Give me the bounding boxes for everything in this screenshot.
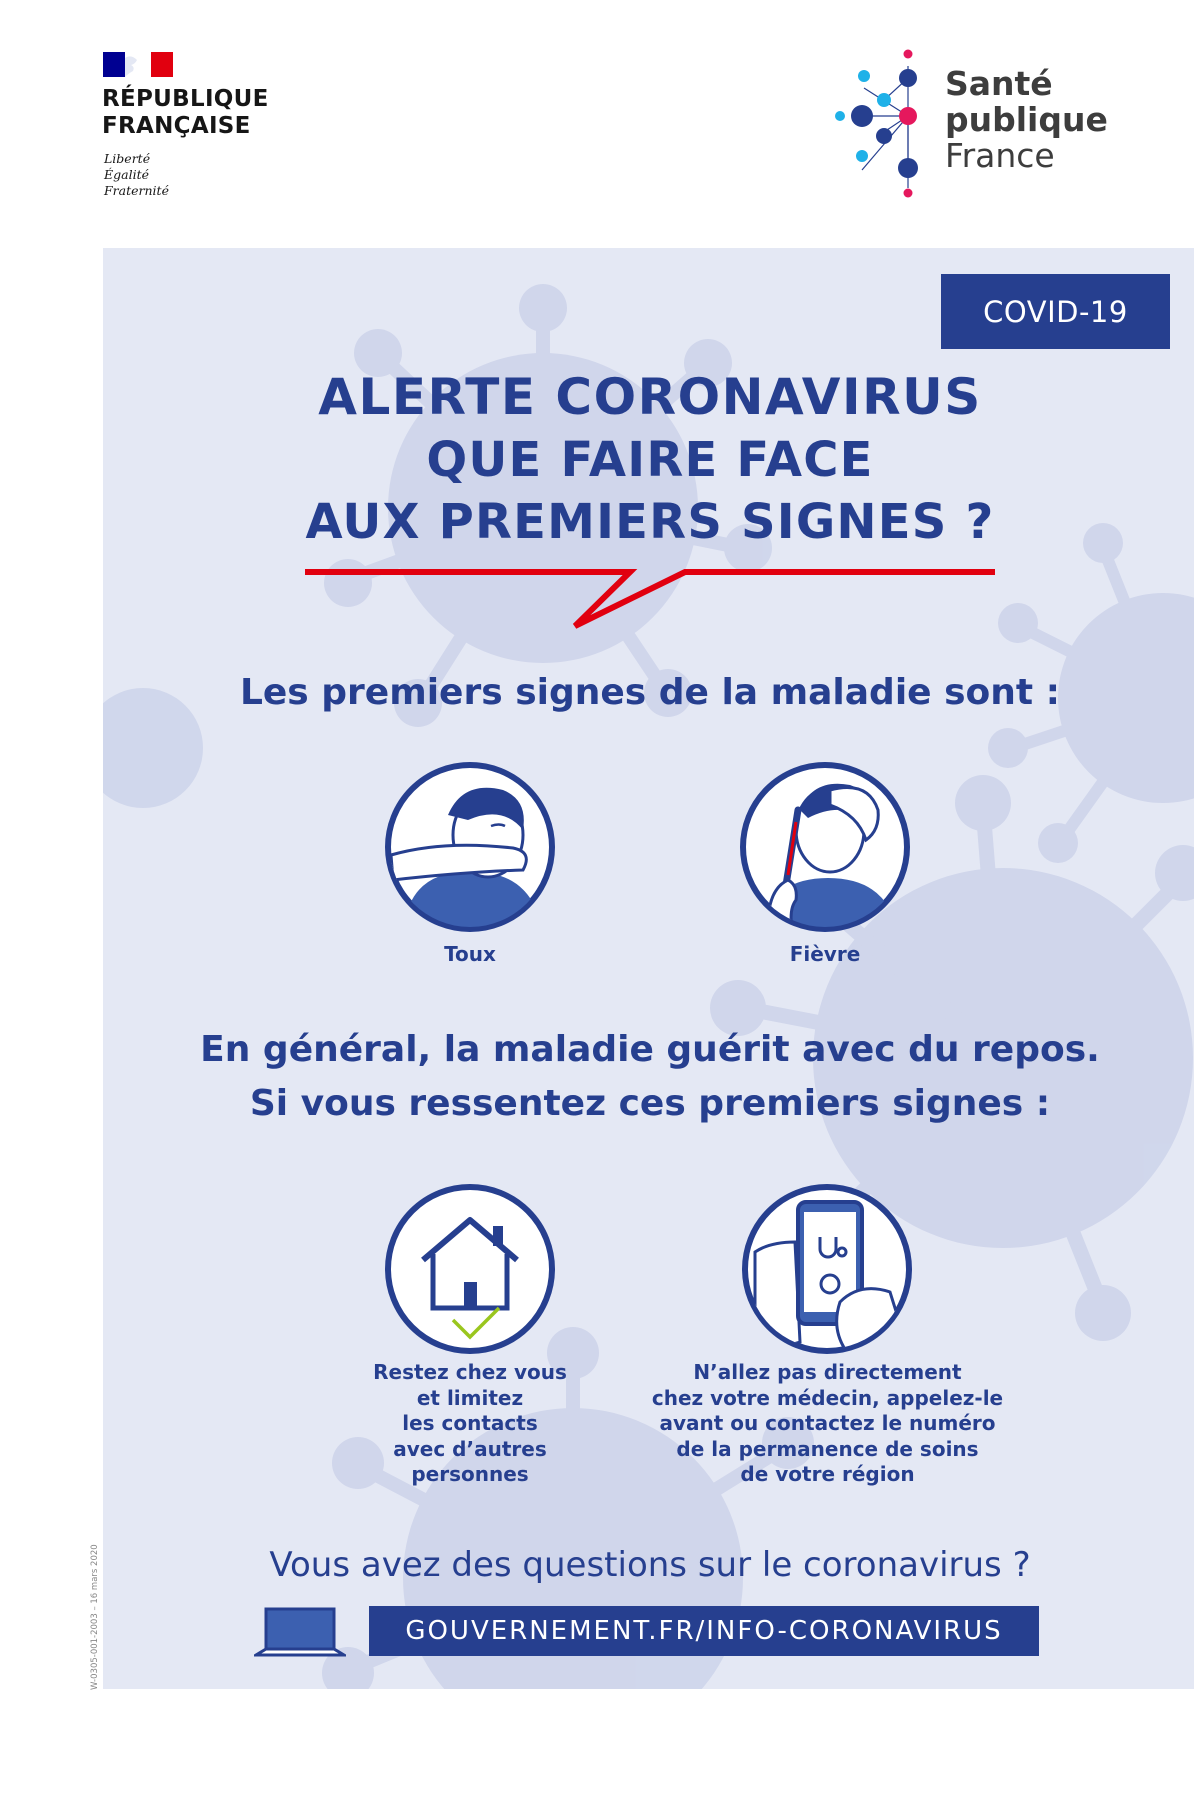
speech-bubble-underline-icon xyxy=(300,556,1000,636)
sante-publique-france-name: Santé publique France xyxy=(945,64,1108,175)
republique-motto: Liberté Égalité Fraternité xyxy=(104,151,169,198)
stay-home-caption: Restez chez vous et limitez les contacts avec d’autres personnes xyxy=(373,1360,567,1486)
cough-caption: Toux xyxy=(444,942,496,966)
call-doctor-caption: N’allez pas directement chez votre médecin, appelez-le avant ou contactez le numéro de la permanence de soins de votre région xyxy=(651,1360,1004,1486)
cough-icon xyxy=(383,760,557,934)
title-line-1: ALERTE CORONAVIRUS xyxy=(318,368,982,426)
reference-code: W-0305-001-2003 – 16 mars 2020 xyxy=(90,1544,100,1690)
republique-francaise-flag-icon xyxy=(103,52,173,77)
covid-19-badge: COVID-19 xyxy=(941,274,1170,349)
title-line-2: QUE FAIRE FACE xyxy=(426,432,874,488)
title-line-3: AUX PREMIERS SIGNES ? xyxy=(305,494,995,550)
fever-caption: Fièvre xyxy=(789,942,861,966)
house-icon xyxy=(383,1182,557,1356)
laptop-icon xyxy=(254,1607,346,1659)
sante-publique-france-logo-icon xyxy=(832,48,944,200)
republique-francaise-name: RÉPUBLIQUE FRANÇAISE xyxy=(102,86,269,139)
questions-text: Vous avez des questions sur le coronavirus ? xyxy=(269,1545,1031,1585)
fever-icon xyxy=(738,760,912,934)
signs-heading: Les premiers signes de la maladie sont : xyxy=(239,672,1061,713)
advice-heading: En général, la maladie guérit avec du repos. Si vous ressentez ces premiers signes : xyxy=(200,1029,1100,1124)
info-coronavirus-link[interactable]: GOUVERNEMENT.FR/INFO-CORONAVIRUS xyxy=(369,1606,1039,1656)
phone-doctor-icon xyxy=(740,1182,914,1356)
